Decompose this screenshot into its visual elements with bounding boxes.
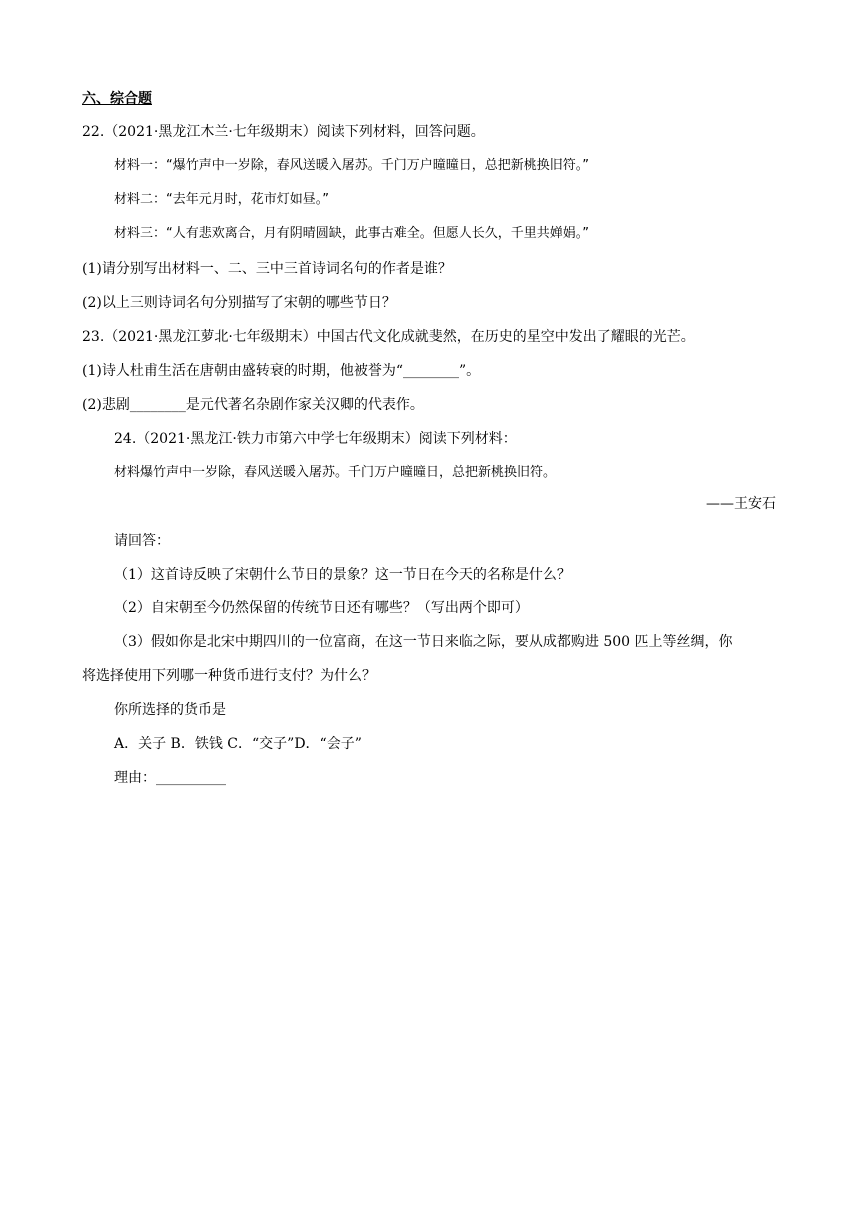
q24-material: 材料爆竹声中一岁除，春风送暖入屠苏。千门万户曈曈日，总把新桃换旧符。 [114,465,557,480]
q23-stem: 23.（2021·黑龙江萝北·七年级期末）中国古代文化成就斐然，在历史的星空中发出了耀眼的光芒。 [82,329,695,345]
q22-sub-1: (1)请分别写出材料一、二、三中三首诗词名句的作者是谁？ [82,261,452,277]
section-title: 六、综合题 [82,91,152,107]
q22-material-3: 材料三：“人有悲欢离合，月有阴晴圆缺，此事古难全。但愿人长久，千里共婵娟。” [114,226,589,241]
q23-sub-2: (2)悲剧________是元代著名杂剧作家关汉卿的代表作。 [82,397,424,413]
q22-material-2: 材料二：“去年元月时，花市灯如昼。” [114,192,329,207]
q24-reason: 理由：__________ [114,770,226,786]
q24-sub-2: （2）自宋朝至今仍然保留的传统节日还有哪些？（写出两个即可） [114,600,529,616]
q22-material-1: 材料一：“爆竹声中一岁除，春风送暖入屠苏。千门万户曈曈日，总把新桃换旧符。” [114,158,589,173]
q24-sub-3-line-1: （3）假如你是北宋中期四川的一位富商，在这一节日来临之际，要从成都购进 500 匹上等丝绸，你 [114,634,733,650]
q24-sub-3-line-2: 将选择使用下列哪一种货币进行支付？为什么？ [82,668,376,684]
q24-sub-1: （1）这首诗反映了宋朝什么节日的景象？这一节日在今天的名称是什么？ [114,567,571,583]
q24-choice-prompt: 你所选择的货币是 [114,702,226,718]
q24-prompt: 请回答： [114,533,170,549]
q23-sub-1: (1)诗人杜甫生活在唐朝由盛转衰的时期，他被誉为“________”。 [82,363,481,379]
q24-options: A．关子 B．铁钱 C．“交子”D．“会子” [114,736,362,752]
q22-stem: 22.（2021·黑龙江木兰·七年级期末）阅读下列材料，回答问题。 [82,124,485,140]
q24-attribution: ——王安石 [706,496,776,512]
q24-stem: 24.（2021·黑龙江·铁力市第六中学七年级期末）阅读下列材料： [114,431,517,447]
q22-sub-2: (2)以上三则诗词名句分别描写了宋朝的哪些节日？ [82,295,396,311]
